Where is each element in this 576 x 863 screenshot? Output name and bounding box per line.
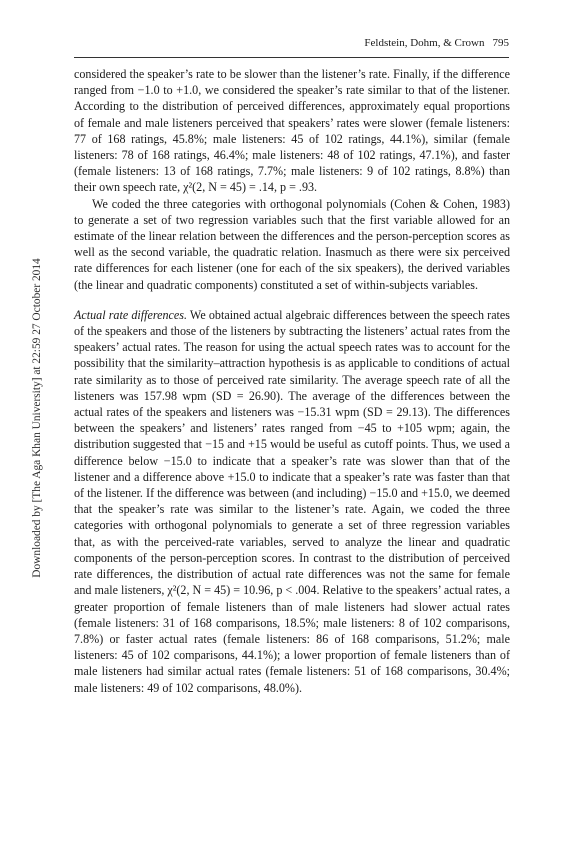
section-heading-actual-rate: Actual rate differences. xyxy=(74,307,187,322)
page-number: 795 xyxy=(492,37,509,49)
paragraph-perceived-distribution: considered the speaker’s rate to be slower than the listener’s rate. Finally, if the difference ranged from −1.0 to +1.0, we considered the speaker’s rate similar to that of the listener. According to the distribution of perceived differences, approximately equal proportions of female and male listeners perceived that speakers’ rates were slower (female listeners: 77 of 168 ratings, 45.8%; male listeners: 45 of 102 ratings, 44.1%), similar (female listeners: 78 of 168 ratings, 46.4%; male listeners: 48 of 102 ratings, 47.1%), and faster (female listeners: 13 of 168 ratings, 7.7%; male listeners: 9 of 102 ratings, 8.8%) than their own speech rate, χ²(2, N = 45) = .14, p = .93. xyxy=(74,67,510,195)
download-notice: Downloaded by [The Aga Khan University] at 22:59 27 October 2014 xyxy=(31,258,43,578)
actual-rate-text: We obtained actual algebraic differences between the speech rates of the speakers and those of the listeners by subtracting the listeners’ actual rates from the speakers’ actual rates. The reason for using the actual speech rates was to account for the possibility that the similarity–attraction hypothesis is as applicable to conditions of actual rate similarity as to those of perceived rate similarity. The average speech rate of all the listeners was 157.98 wpm (SD = 26.90). The average of the differences between the actual rates of the speakers and listeners was −15.31 wpm (SD = 29.13). The differences between the speakers’ and listeners’ rates ranged from −45 to +105 wpm; again, the distribution suggested that −15 and +15 would be useful as cutoff points. Thus, we used a difference below −15.0 to indicate that a speaker’s rate was slower than that of the listener and a difference above +15.0 to indicate that a speaker’s rate was faster than that of the listener. If the difference was between (and including) −15.0 and +15.0, we deemed that the speaker’s rate was similar to the listener’s rate. Again, we coded the three categories with orthogonal polynomials to generate a set of three regression variables that, as with the perceived-rate variables, served to analyze the linear and quadratic components of the person-perception scores. In contrast to the distribution of perceived rate differences, the distribution of actual rate differences was not the same for female and male listeners, χ²(2, N = 45) = 10.96, p < .004. Relative to the speakers’ actual rates, a greater proportion of female listeners than of male listeners had slower actual rates (female listeners: 31 of 168 comparisons, 18.5%; male listeners: 8 of 102 comparisons, 7.8%) or faster actual rates (female listeners: 86 of 168 comparisons, 51.2%; male listeners: 45 of 102 comparisons, 44.1%); a lower proportion of female listeners than of male listeners had similar actual rates (female listeners: 51 of 168 comparisons, 30.4%; male listeners: 49 of 102 comparisons, 48.0%). xyxy=(74,307,510,695)
paragraph-polynomial-coding: We coded the three categories with orthogonal polynomials (Cohen & Cohen, 1983) to generate a set of two regression variables such that the first variable allowed for an estimate of the linear relation between the differences and the person-perception scores as well as the second variable, the quadratic relation. Inasmuch as there were six perceived rate differences for each listener (one for each of the six speakers), the derived variables (the linear and quadratic components) constituted a set of within-subjects variables. xyxy=(74,196,510,292)
article-body xyxy=(74,66,510,696)
header-authors: Feldstein, Dohm, & Crown xyxy=(364,37,485,49)
paragraph-actual-rate-differences xyxy=(74,307,510,696)
running-header xyxy=(74,37,509,58)
download-notice-sidebar xyxy=(30,218,44,618)
